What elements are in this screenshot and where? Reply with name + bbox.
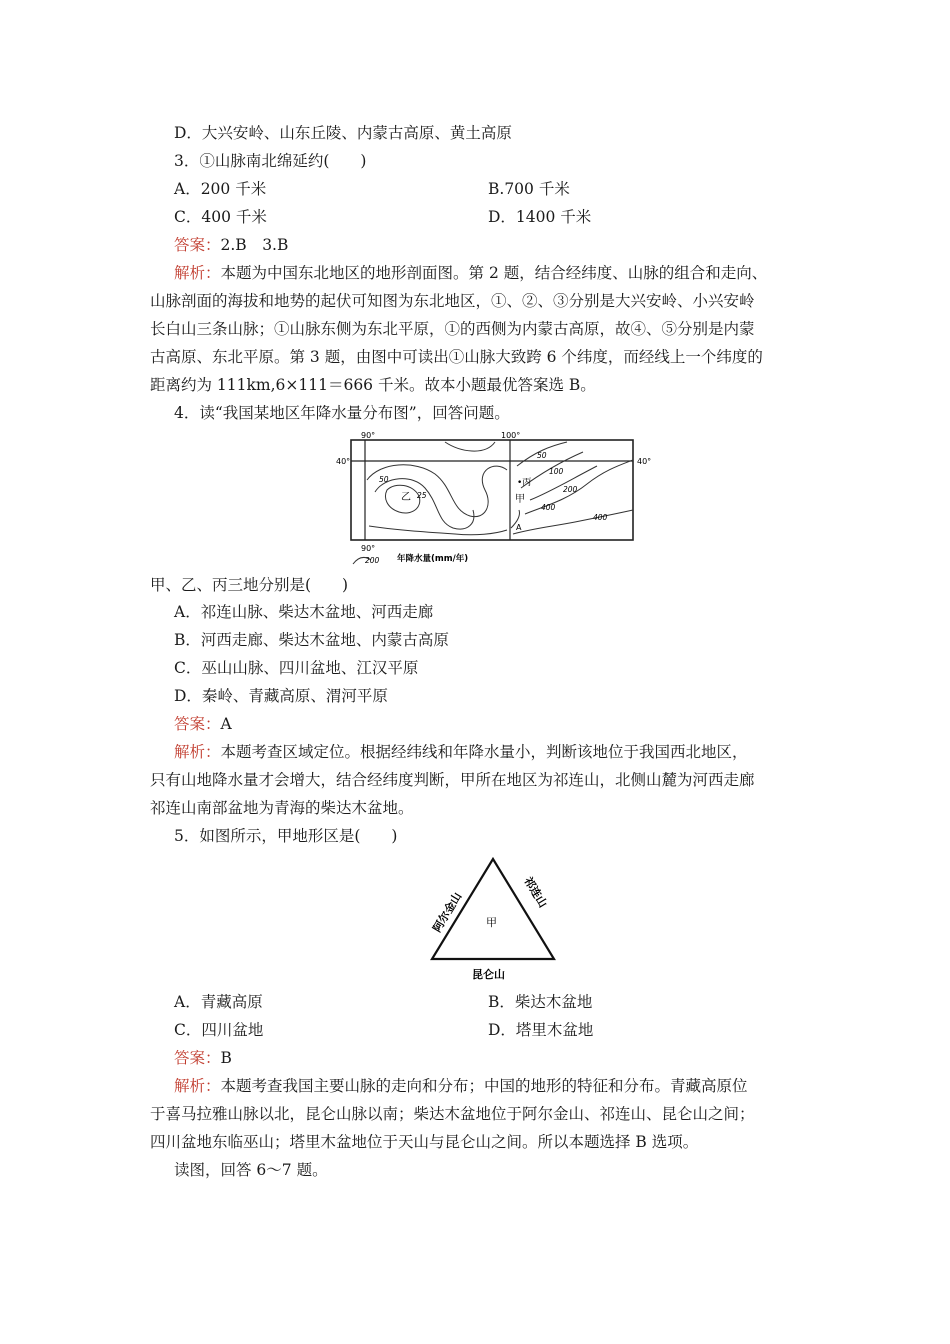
q4-stem: 4．读“我国某地区年降水量分布图”，回答问题。 [174, 404, 510, 422]
explanation-text: 本题考查区域定位。根据经纬线和年降水量小，判断该地位于我国西北地区， [220, 743, 748, 761]
place-label-yi: 乙 [401, 492, 411, 503]
q3-explanation-line-4: 古高原、东北平原。第 3 题，由图中可读出①山脉大致跨 6 个纬度，而经线上一个纬度的 [150, 348, 763, 366]
triangle-bottom-label: 昆仑山 [472, 968, 505, 981]
contour-label: 200 [563, 485, 578, 494]
q4-explanation-line-3: 祁连山南部盆地为青海的柴达木盆地。 [150, 799, 414, 817]
q5-option-c: C．四川盆地 [174, 1021, 264, 1039]
q4-explanation-line-1 [174, 742, 748, 762]
q3-option-a: A．200 千米 [174, 180, 267, 198]
legend-label: 年降水量(mm/年) [397, 554, 469, 564]
place-label-jia: 甲 [515, 494, 525, 505]
q5-explanation-line-2: 于喜马拉雅山脉以北，昆仑山脉以南；柴达木盆地位于阿尔金山、祁连山、昆仑山之间； [150, 1105, 755, 1123]
contour-label: 100 [549, 467, 564, 476]
q4-explanation-line-2: 只有山地降水量才会增大，结合经纬度判断，甲所在地区为祁连山，北侧山麓为河西走廊 [150, 771, 755, 789]
q5-explanation-line-1 [174, 1076, 748, 1096]
q5-explanation-line-3: 四川盆地东临巫山；塔里木盆地位于天山与昆仑山之间。所以本题选择 B 选项。 [150, 1133, 699, 1151]
triangle-diagram [420, 850, 570, 985]
q3-answer [174, 235, 288, 255]
q3-explanation-line-5: 距离约为 111km,6×111＝666 千米。故本小题最优答案选 B。 [150, 376, 596, 394]
lat-label-right: 40° [637, 457, 652, 466]
lon-label-top-right: 100° [501, 431, 521, 440]
explanation-text: 本题为中国东北地区的地形剖面图。第 2 题，结合经纬度、山脉的组合和走向、 [220, 264, 768, 282]
q5-stem: 5．如图所示，甲地形区是( ) [174, 827, 398, 845]
precipitation-map [335, 430, 655, 568]
q4-option-c: C．巫山山脉、四川盆地、江汉平原 [174, 659, 419, 677]
q3-option-b: B.700 千米 [488, 180, 570, 198]
answer-text: 2.B 3.B [220, 236, 289, 254]
q3-option-c: C．400 千米 [174, 208, 267, 226]
contour-label: 400 [541, 503, 556, 512]
q2-option-d: D．大兴安岭、山东丘陵、内蒙古高原、黄土高原 [174, 124, 512, 142]
contour-label: 50 [379, 475, 389, 484]
q5-option-b: B．柴达木盆地 [488, 993, 593, 1011]
explanation-label: 解析： [174, 264, 221, 282]
explanation-text: 本题考查我国主要山脉的走向和分布；中国的地形的特征和分布。青藏高原位 [220, 1077, 748, 1095]
answer-label: 答案： [174, 236, 221, 254]
contour-label: 400 [593, 513, 608, 522]
q4-option-d: D．秦岭、青藏高原、渭河平原 [174, 687, 388, 705]
q5-option-a: A．青藏高原 [174, 993, 263, 1011]
q5-option-d: D．塔里木盆地 [488, 1021, 594, 1039]
explanation-label: 解析： [174, 743, 221, 761]
place-label-a: A [516, 523, 522, 532]
place-label-bing: •丙 [517, 478, 532, 488]
q3-explanation-line-2: 山脉剖面的海拔和地势的起伏可知图为东北地区，①、②、③分别是大兴安岭、小兴安岭 [150, 292, 755, 310]
triangle-right-label: 祁连山 [521, 874, 550, 910]
triangle-left-label: 阿尔金山 [430, 890, 465, 935]
next-prompt: 读图，回答 6～7 题。 [174, 1161, 328, 1179]
q4-answer [174, 714, 232, 734]
answer-label: 答案： [174, 1049, 221, 1067]
q4-option-b: B．河西走廊、柴达木盆地、内蒙古高原 [174, 631, 449, 649]
explanation-label: 解析： [174, 1077, 221, 1095]
q3-explanation-line-1 [174, 263, 767, 283]
q5-answer [174, 1048, 232, 1068]
q4-option-a: A．祁连山脉、柴达木盆地、河西走廊 [174, 603, 434, 621]
contour-label: 50 [537, 451, 547, 460]
lon-label-top-left: 90° [361, 431, 376, 440]
q3-explanation-line-3: 长白山三条山脉；①山脉东侧为东北平原，①的西侧为内蒙古高原，故④、⑤分别是内蒙 [150, 320, 755, 338]
answer-text: B [220, 1049, 232, 1067]
q3-stem: 3．①山脉南北绵延约( ) [174, 152, 367, 170]
lat-label-left: 40° [336, 457, 351, 466]
q3-option-d: D．1400 千米 [488, 208, 592, 226]
contour-label: 25 [417, 491, 427, 500]
answer-text: A [220, 715, 232, 733]
triangle-center-label: 甲 [486, 916, 497, 929]
lon-label-bottom: 90° [361, 544, 376, 553]
q4-sub-stem: 甲、乙、丙三地分别是( ) [150, 576, 349, 594]
answer-label: 答案： [174, 715, 221, 733]
legend-value: 200 [365, 556, 380, 565]
